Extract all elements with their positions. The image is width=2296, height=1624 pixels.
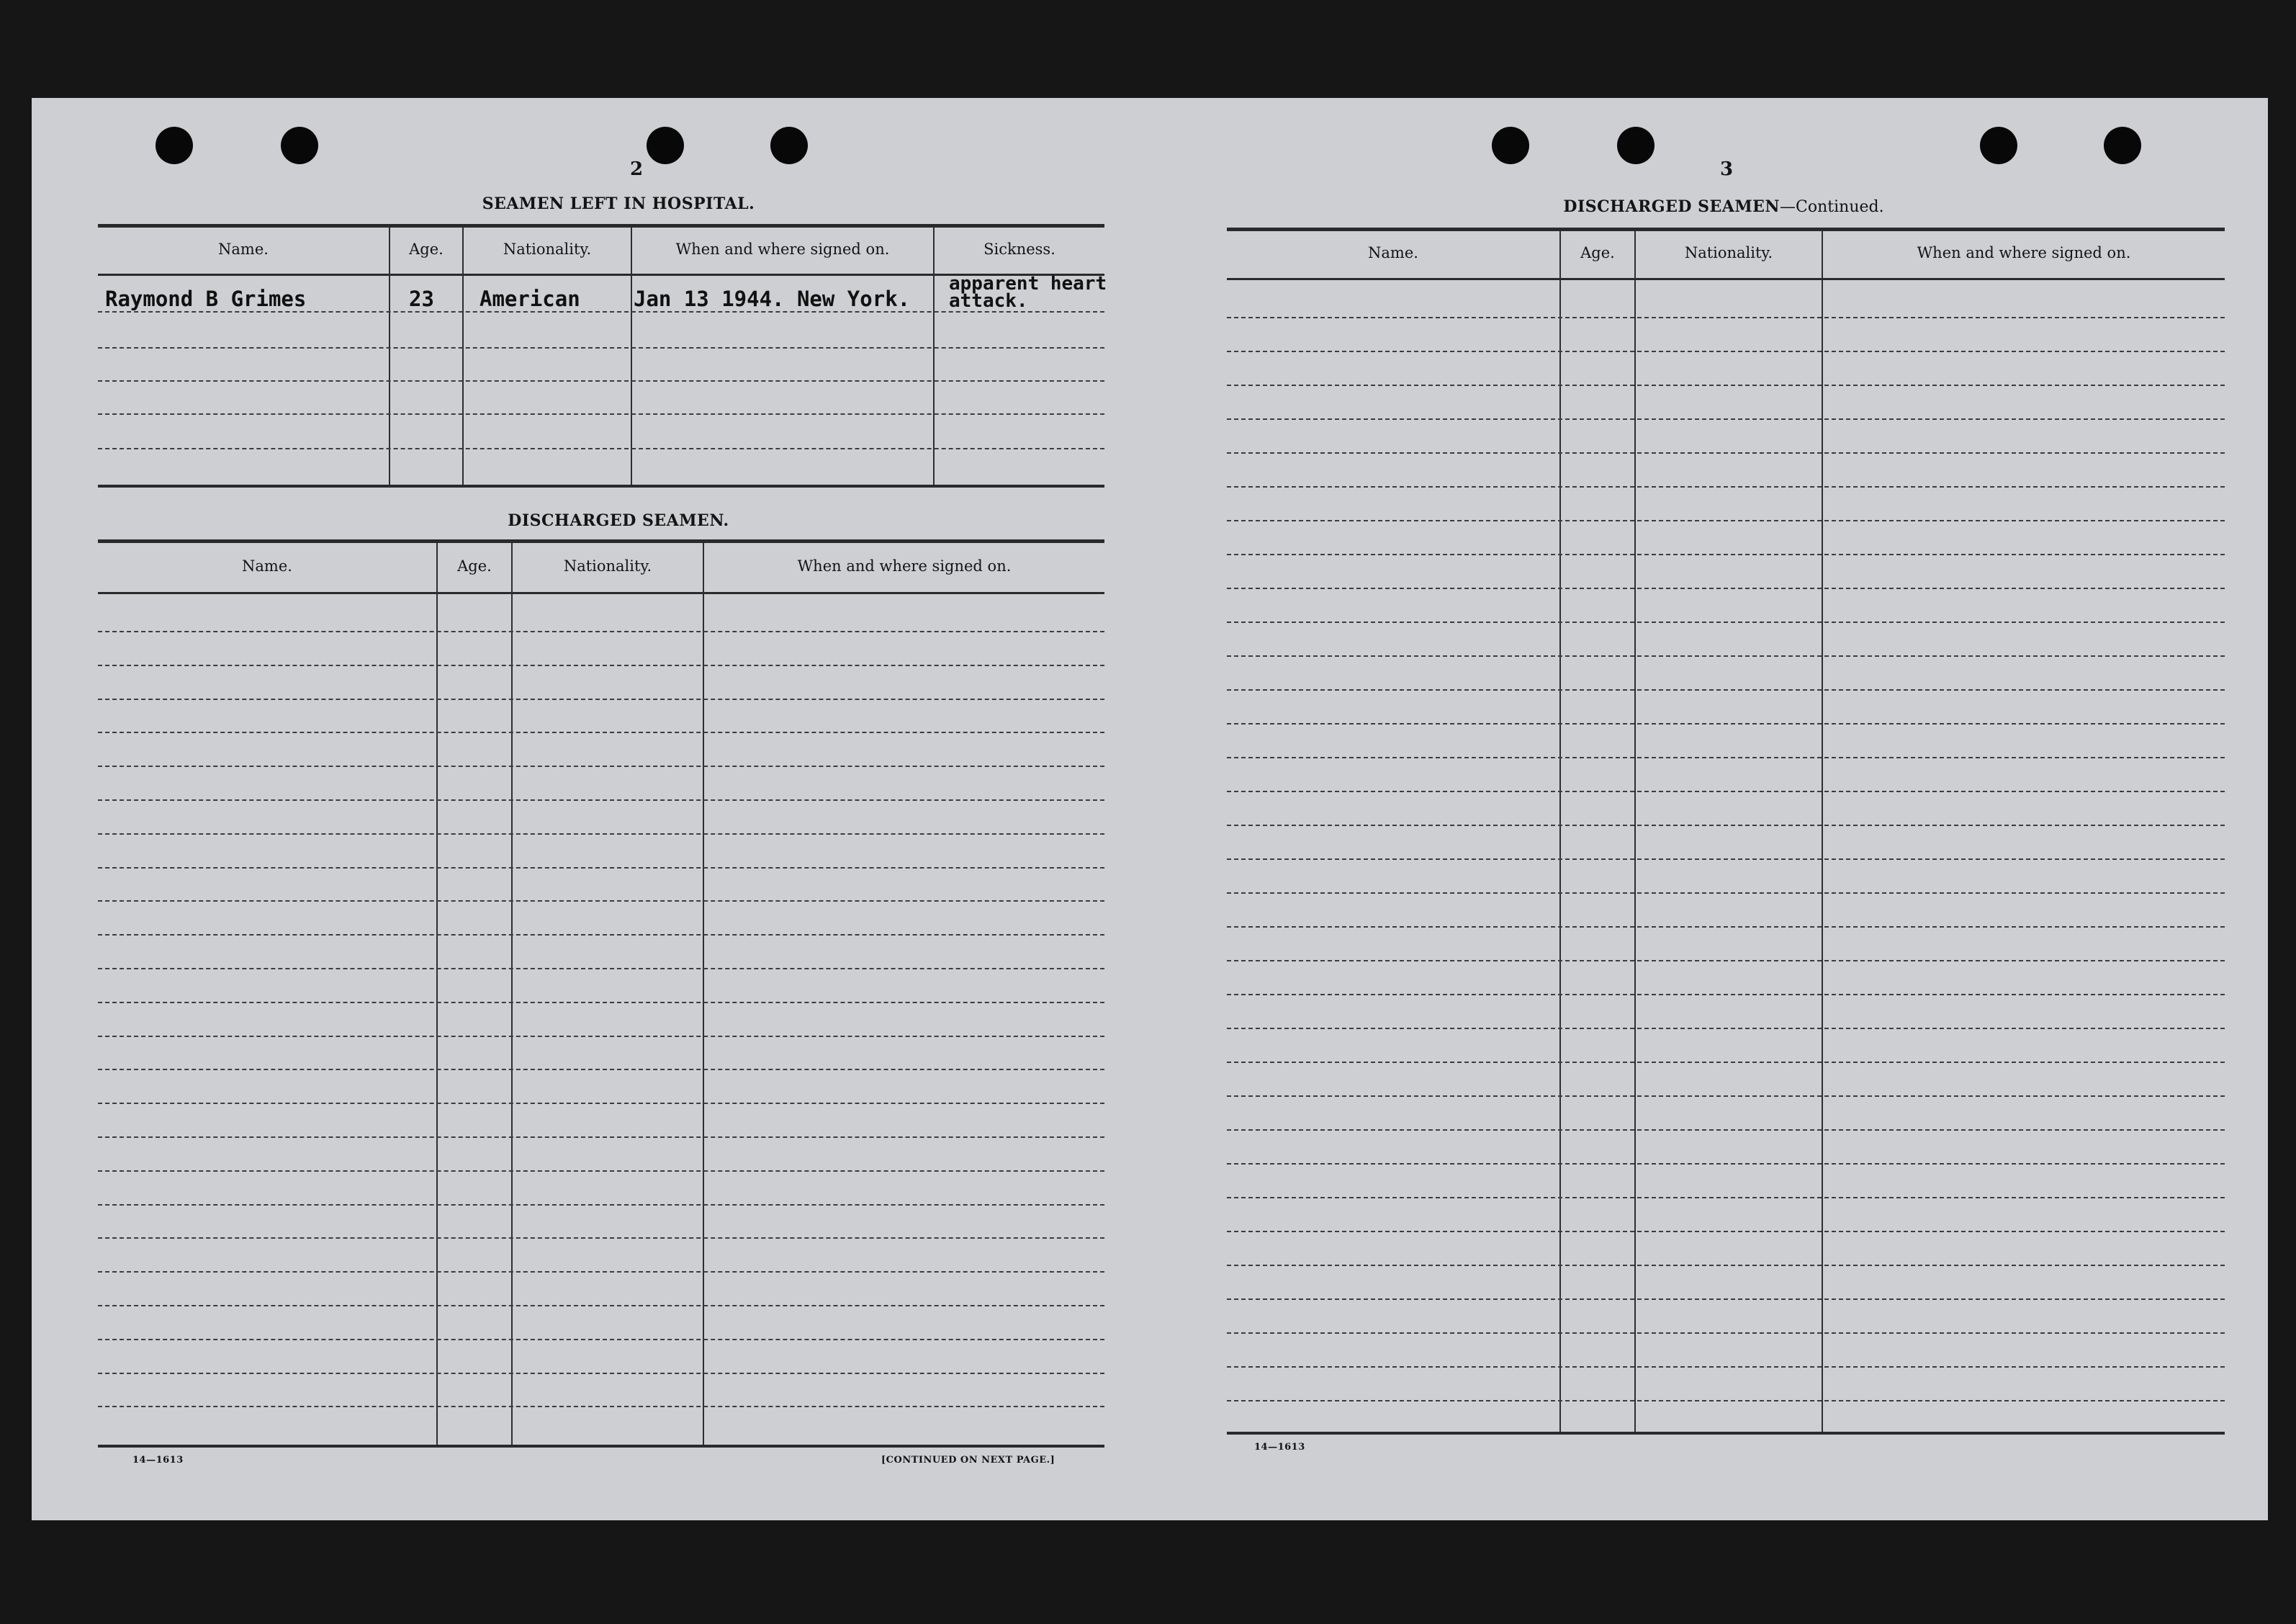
punch-hole — [770, 127, 808, 164]
ledger-row-line — [1227, 825, 2225, 826]
ledger-row-line — [1227, 554, 2225, 555]
hospital-row-signed-on: Jan 13 1944. New York. — [634, 287, 911, 311]
hospital-table-top-rule — [98, 224, 1104, 228]
discharged-col-divider — [703, 543, 704, 1445]
right-col-header-age: Age. — [1580, 244, 1615, 261]
ledger-row-line — [1227, 1129, 2225, 1131]
ledger-row-line — [1227, 1265, 2225, 1266]
ledger-row-line — [1227, 486, 2225, 488]
ledger-row-line — [98, 1237, 1104, 1239]
hospital-row-age: 23 — [409, 287, 434, 311]
ledger-row-line — [1227, 1400, 2225, 1401]
hospital-col-header-name: Name. — [218, 241, 269, 258]
discharged-col-header-nationality: Nationality. — [563, 557, 652, 575]
discharged-continued-title-suffix: —Continued. — [1780, 198, 1884, 216]
ledger-row-line — [1227, 1231, 2225, 1232]
ledger-row-line — [1227, 1298, 2225, 1300]
continued-note: [CONTINUED ON NEXT PAGE.] — [881, 1455, 1055, 1466]
ledger-row-line — [1227, 1366, 2225, 1368]
hospital-row-line — [98, 448, 1104, 449]
ledger-row-line — [98, 833, 1104, 835]
ledger-row-line — [1227, 994, 2225, 995]
ledger-row-line — [98, 867, 1104, 869]
form-number-left: 14—1613 — [132, 1455, 184, 1466]
right-col-header-signed-on: When and where signed on. — [1917, 244, 2131, 261]
punch-hole — [2104, 127, 2141, 164]
ledger-row-line — [1227, 1332, 2225, 1334]
ledger-row-line — [98, 1373, 1104, 1374]
discharged-col-header-name: Name. — [242, 557, 292, 575]
hospital-section-title: SEAMEN LEFT IN HOSPITAL. — [482, 194, 755, 213]
ledger-row-line — [98, 699, 1104, 700]
discharged-table-bottom-rule — [98, 1445, 1104, 1448]
ledger-row-line — [98, 1036, 1104, 1037]
ledger-row-line — [98, 1406, 1104, 1407]
hospital-col-divider — [462, 228, 464, 485]
ledger-row-line — [98, 934, 1104, 936]
ledger-row-line — [98, 1339, 1104, 1340]
ledger-row-line — [1227, 926, 2225, 928]
ledger-row-line — [1227, 1163, 2225, 1165]
right-col-divider — [1634, 231, 1636, 1432]
ledger-row-line — [1227, 452, 2225, 454]
ledger-row-line — [98, 1069, 1104, 1070]
ledger-row-line — [98, 766, 1104, 767]
punch-hole — [1980, 127, 2017, 164]
hospital-col-divider — [631, 228, 632, 485]
ledger-row-line — [1227, 858, 2225, 860]
discharged-continued-title-main: DISCHARGED SEAMEN — [1563, 197, 1780, 216]
ledger-sheet — [32, 98, 2268, 1520]
ledger-row-line — [1227, 1197, 2225, 1198]
hospital-col-divider — [933, 228, 935, 485]
punch-hole — [1492, 127, 1529, 164]
hospital-row-line — [98, 413, 1104, 415]
discharged-col-header-age: Age. — [457, 557, 492, 575]
ledger-row-line — [98, 631, 1104, 632]
punch-hole — [281, 127, 318, 164]
ledger-row-line — [1227, 385, 2225, 386]
ledger-row-line — [1227, 1062, 2225, 1063]
ledger-row-line — [1227, 655, 2225, 657]
page-number-left: 2 — [629, 158, 644, 180]
ledger-row-line — [1227, 723, 2225, 724]
hospital-row-line — [98, 347, 1104, 349]
discharged-col-header-signed-on: When and where signed on. — [797, 557, 1012, 575]
discharged-header-rule — [98, 592, 1104, 594]
ledger-row-line — [98, 900, 1104, 902]
hospital-col-header-age: Age. — [409, 241, 444, 258]
hospital-col-header-nationality: Nationality. — [503, 241, 592, 258]
hospital-col-header-signed-on: When and where signed on. — [675, 241, 890, 258]
ledger-row-line — [1227, 622, 2225, 623]
ledger-row-line — [98, 1170, 1104, 1172]
ledger-row-line — [1227, 892, 2225, 894]
ledger-row-line — [1227, 351, 2225, 352]
discharged-section-title: DISCHARGED SEAMEN. — [508, 511, 729, 530]
ledger-row-line — [1227, 757, 2225, 758]
ledger-row-line — [98, 732, 1104, 733]
ledger-row-line — [98, 799, 1104, 801]
ledger-row-line — [98, 1305, 1104, 1306]
form-number-right: 14—1613 — [1254, 1442, 1305, 1453]
hospital-row-nationality: American — [480, 287, 580, 311]
hospital-row-line — [98, 380, 1104, 382]
right-header-rule — [1227, 278, 2225, 280]
discharged-continued-title — [1457, 197, 1990, 216]
hospital-row-sickness: apparent heart attack. — [949, 273, 1107, 312]
ledger-row-line — [1227, 588, 2225, 589]
hospital-table-bottom-rule — [98, 485, 1104, 488]
discharged-col-divider — [511, 543, 513, 1445]
ledger-row-line — [98, 968, 1104, 969]
hospital-col-divider — [389, 228, 390, 485]
ledger-row-line — [98, 1204, 1104, 1206]
ledger-row-line — [98, 1136, 1104, 1138]
ledger-row-line — [1227, 317, 2225, 318]
ledger-row-line — [98, 1271, 1104, 1273]
ledger-row-line — [1227, 791, 2225, 792]
hospital-col-header-sickness: Sickness. — [983, 241, 1055, 258]
punch-hole — [156, 127, 193, 164]
right-col-header-name: Name. — [1368, 244, 1418, 261]
discharged-table-top-rule — [98, 539, 1104, 543]
ledger-row-line — [98, 1103, 1104, 1104]
right-col-header-nationality: Nationality. — [1684, 244, 1773, 261]
discharged-col-divider — [436, 543, 438, 1445]
ledger-row-line — [1227, 960, 2225, 961]
ledger-row-line — [1227, 418, 2225, 420]
hospital-row-name: Raymond B Grimes — [105, 287, 307, 311]
ledger-row-line — [1227, 1095, 2225, 1097]
ledger-row-line — [1227, 1028, 2225, 1029]
ledger-row-line — [1227, 689, 2225, 691]
ledger-row-line — [1227, 520, 2225, 521]
punch-hole — [1617, 127, 1655, 164]
ledger-row-line — [98, 1002, 1104, 1003]
ledger-row-line — [98, 665, 1104, 666]
right-col-divider — [1822, 231, 1823, 1432]
right-table-top-rule — [1227, 228, 2225, 231]
right-table-bottom-rule — [1227, 1432, 2225, 1435]
page-number-right: 3 — [1719, 158, 1734, 180]
right-col-divider — [1559, 231, 1561, 1432]
